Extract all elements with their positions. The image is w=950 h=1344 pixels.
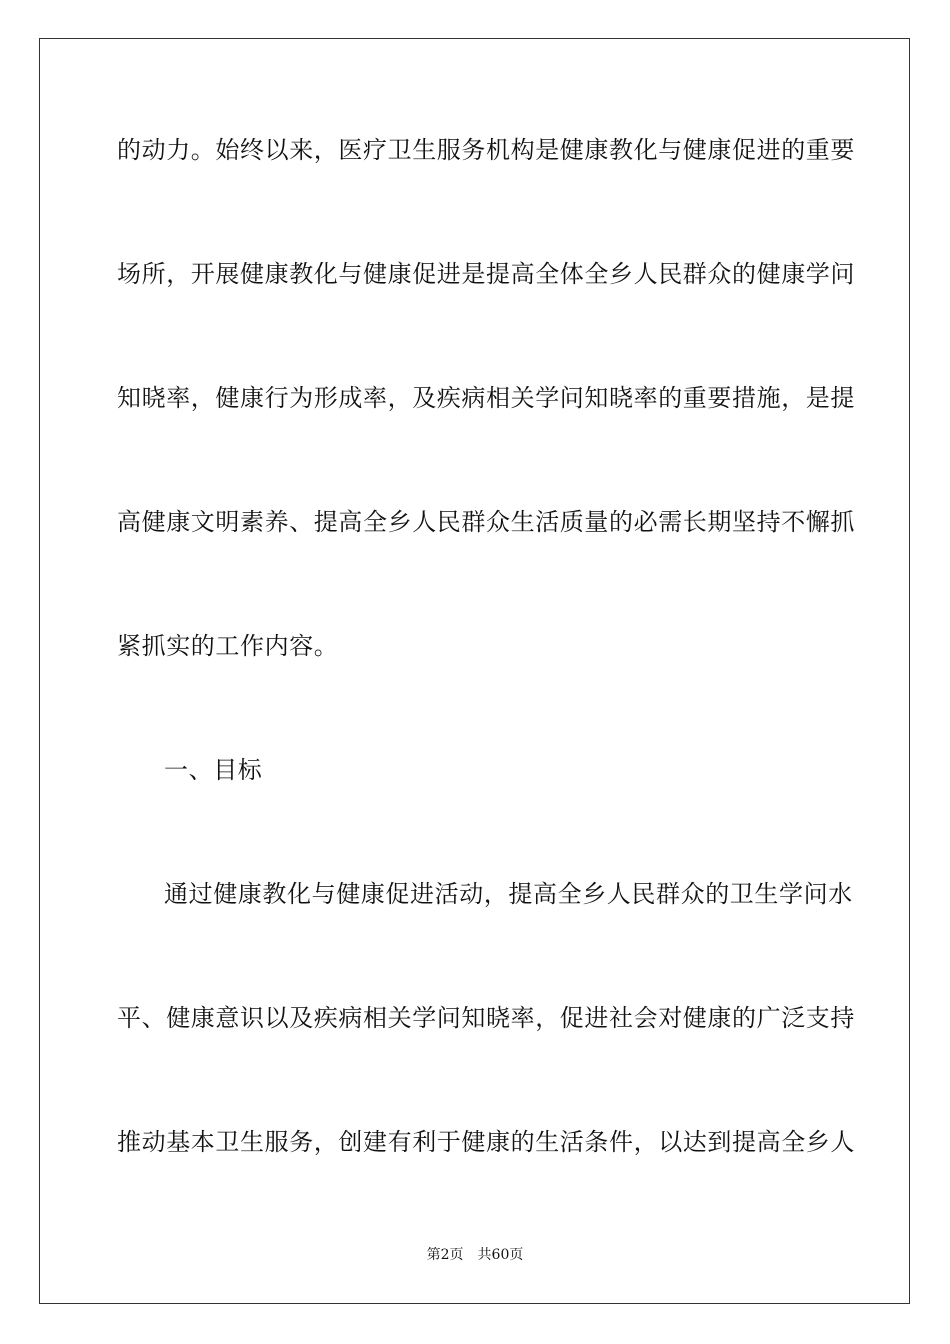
body-line-1: 的动力。始终以来，医疗卫生服务机构是健康教化与健康促进的重要: [117, 136, 855, 164]
body-line-3: 知晓率，健康行为形成率，及疾病相关学问知晓率的重要措施，是提: [117, 384, 855, 412]
page-footer: [0, 1246, 950, 1264]
section-heading: 一、目标: [164, 756, 263, 784]
body-line-2: 场所，开展健康教化与健康促进是提高全体全乡人民群众的健康学问: [117, 260, 855, 288]
body-line-9: 推动基本卫生服务，创建有利于健康的生活条件，以达到提高全乡人: [117, 1128, 855, 1156]
body-line-7: 通过健康教化与健康促进活动，提高全乡人民群众的卫生学问水: [164, 880, 853, 908]
body-line-8: 平、健康意识以及疾病相关学问知晓率，促进社会对健康的广泛支持: [117, 1004, 855, 1032]
body-line-4: 高健康文明素养、提高全乡人民群众生活质量的必需长期坚持不懈抓: [117, 508, 855, 536]
page-total: 共60页: [477, 1247, 524, 1263]
page-frame: [39, 38, 910, 1304]
page-number: 第2页: [426, 1247, 464, 1263]
body-line-5: 紧抓实的工作内容。: [117, 632, 339, 660]
